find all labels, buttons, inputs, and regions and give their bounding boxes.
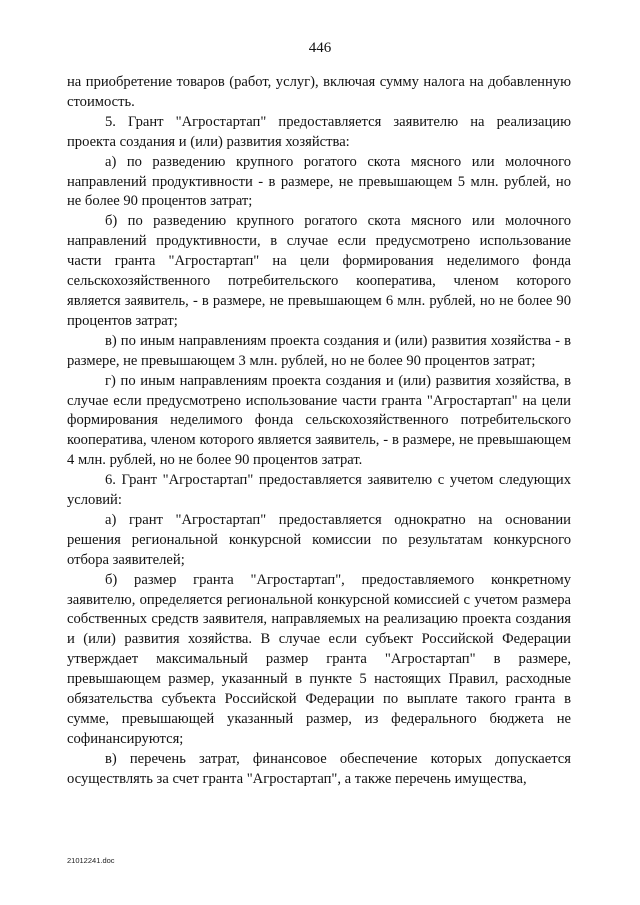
page-number: 446 bbox=[308, 40, 332, 56]
paragraph-item-6a: а) грант "Агростартап" предоставляется однократно на основании решения региональной конкурсной комиссии по результатам конкурсного отбора заявителей; bbox=[67, 511, 571, 568]
paragraph-item-6: 6. Грант "Агростартап" предоставляется заявителю с учетом следующих условий: bbox=[67, 472, 571, 509]
document-body bbox=[67, 73, 571, 790]
paragraph-item-6v: в) перечень затрат, финансовое обеспечение которых допускается осуществлять за счет гранта "Агростартап", а также перечень имущества, bbox=[67, 750, 571, 787]
paragraph-item-5: 5. Грант "Агростартап" предоставляется заявителю на реализацию проекта создания и (или) развития хозяйства: bbox=[67, 113, 571, 150]
footer-filename: 21012241.doc bbox=[67, 856, 115, 865]
paragraph-item-6b: б) размер гранта "Агростартап", предоставляемого конкретному заявителю, определяется региональной конкурсной комиссией с учетом размера собственных средств заявителя, направляемых на реализацию проекта создания и (или) развития хозяйства. В случае если субъект Российской Федерации утверждает максимальный размер гранта "Агростартап" в размере, превышающем размер, указанный в пункте 5 настоящих Правил, расходные обязательства субъекта Российской Федерации по выплате такого гранта в сумме, превышающей указанный размер, из федерального бюджета не софинансируются; bbox=[67, 571, 571, 747]
paragraph-item-5b: б) по разведению крупного рогатого скота мясного или молочного направлений продуктивности, в случае если предусмотрено использование части гранта "Агростартап" на цели формирования неделимого фонда сельскохозяйственного потребительского кооператива, членом которого является заявитель, - в размере, не превышающем 6 млн. рублей, но не более 90 процентов затрат; bbox=[67, 213, 571, 329]
paragraph-continuation: на приобретение товаров (работ, услуг), включая сумму налога на добавленную стоимость. bbox=[67, 74, 571, 110]
paragraph-item-5a: а) по разведению крупного рогатого скота мясного или молочного направлений продуктивности - в размере, не превышающем 5 млн. рублей, но не более 90 процентов затрат; bbox=[67, 153, 571, 210]
paragraph-item-5v: в) по иным направлениям проекта создания и (или) развития хозяйства - в размере, не превышающем 3 млн. рублей, но не более 90 процентов затрат; bbox=[67, 332, 571, 369]
paragraph-item-5g: г) по иным направлениям проекта создания и (или) развития хозяйства, в случае если предусмотрено использование части гранта "Агростартап" на цели формирования неделимого фонда сельскохозяйственного потребительского кооператива, членом которого является заявитель, - в размере, не превышающем 4 млн. рублей, но не более 90 процентов затрат. bbox=[67, 372, 571, 469]
